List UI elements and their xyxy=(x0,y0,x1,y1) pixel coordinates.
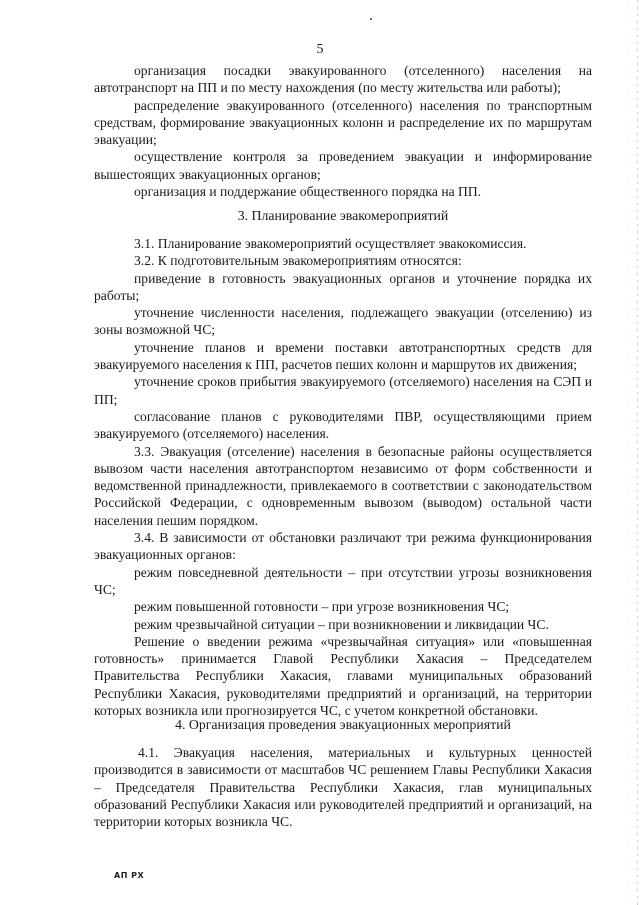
section-3-body xyxy=(94,235,592,719)
paragraph: режим повседневной деятельности – при отсутствии угрозы возникновения ЧС; xyxy=(94,564,592,597)
paragraph: 3.3. Эвакуация (отселение) населения в безопасные районы осуществляется вывозом части населения автотранспортом независимо от форм собственности и ведомственной принадлежности, привлекаемого в соответствии с законодательством Российской Федерации, с одновременным вывозом (выводом) остальной части населения пешим порядком. xyxy=(94,443,592,528)
scan-edge-line xyxy=(627,0,628,905)
paragraph: уточнение численности населения, подлежащего эвакуации (отселению) из зоны возможной ЧС; xyxy=(94,305,592,338)
paragraph: режим повышенной готовности – при угрозе возникновения ЧС; xyxy=(134,599,510,615)
footer-mark: АП РХ xyxy=(114,871,145,880)
paragraph: 4.1. Эвакуация населения, материальных и культурных ценностей производится в зависимости от масштабов ЧС решением Главы Республики Хакасия – Председателя Правительства Республики Хакасия, глав муниципальных образований Республики Хакасия или руководителей предприятий и организаций, на территории которых возникла ЧС. xyxy=(94,745,592,830)
paragraph: согласование планов с руководителями ПВР, осуществляющими прием эвакуируемого (отселяемого) населения. xyxy=(94,408,592,442)
paragraph: организация посадки эвакуированного (отселенного) населения на автотранспорт на ПП и по месту нахождения (по месту жительства или работы); xyxy=(94,63,592,96)
section-3-heading: 3. Планирование эвакомероприятий xyxy=(237,208,449,223)
continued-list xyxy=(94,62,592,200)
paragraph: уточнение сроков прибытия эвакуируемого (отселяемого) населения на СЭП и ПП; xyxy=(94,374,592,407)
scan-edge-line xyxy=(637,0,638,905)
scan-speck xyxy=(370,18,372,20)
paragraph: 3.4. В зависимости от обстановки различают три режима функционирования эвакуационных органов: xyxy=(94,530,592,563)
paragraph: Решение о введении режима «чрезвычайная ситуация» или «повышенная готовность» принимается Главой Республики Хакасия – Председателем Правительства Республики Хакасия, главами муниципальных образований Республики Хакасия, руководителями предприятий и организаций, на территории которых возникла или прогнозируется ЧС, с учетом конкретной обстановки. xyxy=(94,633,592,719)
paragraph: приведение в готовность эвакуационных органов и уточнение порядка их работы; xyxy=(94,270,592,303)
paragraph: режим чрезвычайной ситуации – при возникновении и ликвидации ЧС. xyxy=(134,616,549,632)
paragraph: 3.2. К подготовительным эвакомероприятиям относятся: xyxy=(134,253,462,269)
section-4-heading: 4. Организация проведения эвакуационных мероприятий xyxy=(175,717,511,732)
paragraph: осуществление контроля за проведением эвакуации и информирование вышестоящих эвакуационных органов; xyxy=(94,149,592,182)
paragraph: 3.1. Планирование эвакомероприятий осуществляет эвакокомиссия. xyxy=(134,236,527,251)
paragraph: организация и поддержание общественного порядка на ПП. xyxy=(134,184,482,200)
paragraph: уточнение планов и времени поставки автотранспортных средств для эвакуируемого населения к ПП, расчетов пеших колонн и маршрутов их движения; xyxy=(94,339,592,373)
section-4-body xyxy=(94,744,592,830)
page-number: 5 xyxy=(316,42,324,57)
paragraph: распределение эвакуированного (отселенного) населения по транспортным средствам, формирование эвакуационных колонн и распределение их по маршрутам эвакуации; xyxy=(94,97,592,148)
